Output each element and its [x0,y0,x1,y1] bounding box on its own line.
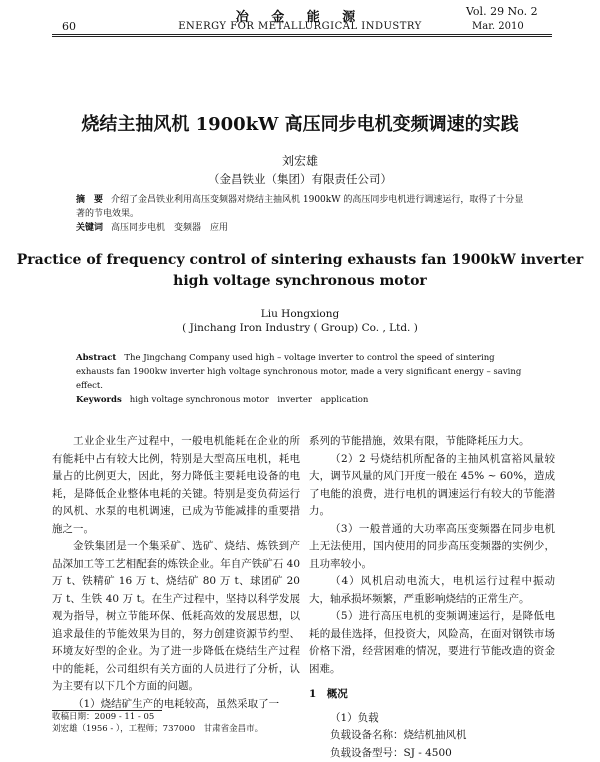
header-rule-2 [52,36,552,37]
journal-title-cn: 冶 金 能 源 [0,6,600,25]
body-paragraph: 系列的节能措施，效果有限，节能降耗压力大。 [309,433,555,451]
affiliation-cn: （金昌铁业（集团）有限责任公司） [0,171,600,187]
abstract-en [76,351,524,407]
body-paragraph: （3）一般普通的大功率高压变频器在同步电机上无法使用，国内使用的同步高压变频器的实例少，且功率较小。 [309,521,555,574]
abstract-cn [76,193,524,235]
abstract-cn-text: 介绍了金昌铁业利用高压变频器对烧结主抽风机 1900kW 的高压同步电机进行调速运行，取得了十分显著的节电效果。 [76,195,523,219]
keywords-en-label: Keywords [76,395,122,405]
volume-number: Vol. 29 No. 2 [466,5,538,18]
body-paragraph: （2）2 号烧结机所配备的主抽风机富裕风量较大，调节风量的风门开度一般在 45% ~ 60%，造成了电能的浪费，进行电机的调速运行有较大的节能潜力。 [309,451,555,521]
body-column-left [52,433,300,713]
body-paragraph: （1）烧结矿生产的电耗较高，虽然采取了一 [52,696,300,714]
journal-title-en: ENERGY FOR METALLURGICAL INDUSTRY [0,21,600,32]
issue-date: Mar. 2010 [472,21,524,32]
footnote-author: 刘宏雄（1956 - ），工程师；737000 甘肃省金昌市。 [52,723,300,735]
keywords-en: high voltage synchronous motor inverter application [130,395,369,405]
footnote-received: 收稿日期：2009 - 11 - 05 [52,711,300,723]
abstract-cn-label: 摘 要 [76,195,103,205]
abstract-en-text: The Jingchang Company used high – voltage inverter to control the speed of sintering exhausts fan 1900kw inverter high voltage synchronous motor, made a very significant energy – saving effect. [76,353,521,391]
author-cn: 刘宏雄 [0,152,600,169]
section-line: （1）负载 [309,710,555,728]
body-column-right [309,433,555,762]
author-en: Liu Hongxiong [0,308,600,320]
body-paragraph: （4）风机启动电流大，电机运行过程中振动大，轴承损坏频繁，严重影响烧结的正常生产。 [309,573,555,608]
page-number: 60 [62,20,76,33]
section-line: 负载设备名称：烧结机抽风机 [309,727,555,745]
paper-title-en: Practice of frequency control of sintering exhausts fan 1900kW inverter high voltage synchronous motor [0,250,600,292]
section-line: 负载设备型号：SJ - 4500 [309,745,555,762]
body-paragraph: 金铁集团是一个集采矿、选矿、烧结、炼铁到产品深加工等工艺相配套的炼铁企业。年自产铁矿石 40 万 t、铁精矿 16 万 t、烧结矿 80 万 t、球团矿 20 万 t、生铁 40 万 t。在生产过程中，坚持以科学发展观为指导，树立节能环保、低耗高效的发展思想，以追求最佳的节能效果为目的，努力创建资源节约型、环境友好型的企业。为了进一步降低在烧结生产过程中的能耗，公司组织有关方面的人员进行了分析，认为主要有以下几个方面的问题。 [52,538,300,696]
keywords-cn-label: 关键词 [76,223,103,233]
keywords-cn: 高压同步电机 变频器 应用 [111,223,228,233]
abstract-en-label: Abstract [76,353,116,363]
body-paragraph: 工业企业生产过程中，一般电机能耗在企业的所有能耗中占有较大比例，特别是大型高压电机，耗电量占的比例更大，因此，努力降低主要耗电设备的电耗，是降低企业整体电耗的关键。特别是变负荷运行的风机、水泵的电机调速，已成为节能减排的重要措施之一。 [52,433,300,538]
paper-title-cn: 烧结主抽风机 1900kW 高压同步电机变频调速的实践 [0,110,600,136]
affiliation-en: ( Jinchang Iron Industry ( Group) Co. , Ltd. ) [0,322,600,334]
section-heading: 1 概况 [309,686,555,704]
body-paragraph: （5）进行高压电机的变频调速运行，是降低电耗的最佳选择，但投资大，风险高，在面对钢铁市场价格下滑，经营困难的情况，要进行节能改造的资金困难。 [309,608,555,678]
header-rule [52,34,552,35]
footnote [52,711,300,735]
